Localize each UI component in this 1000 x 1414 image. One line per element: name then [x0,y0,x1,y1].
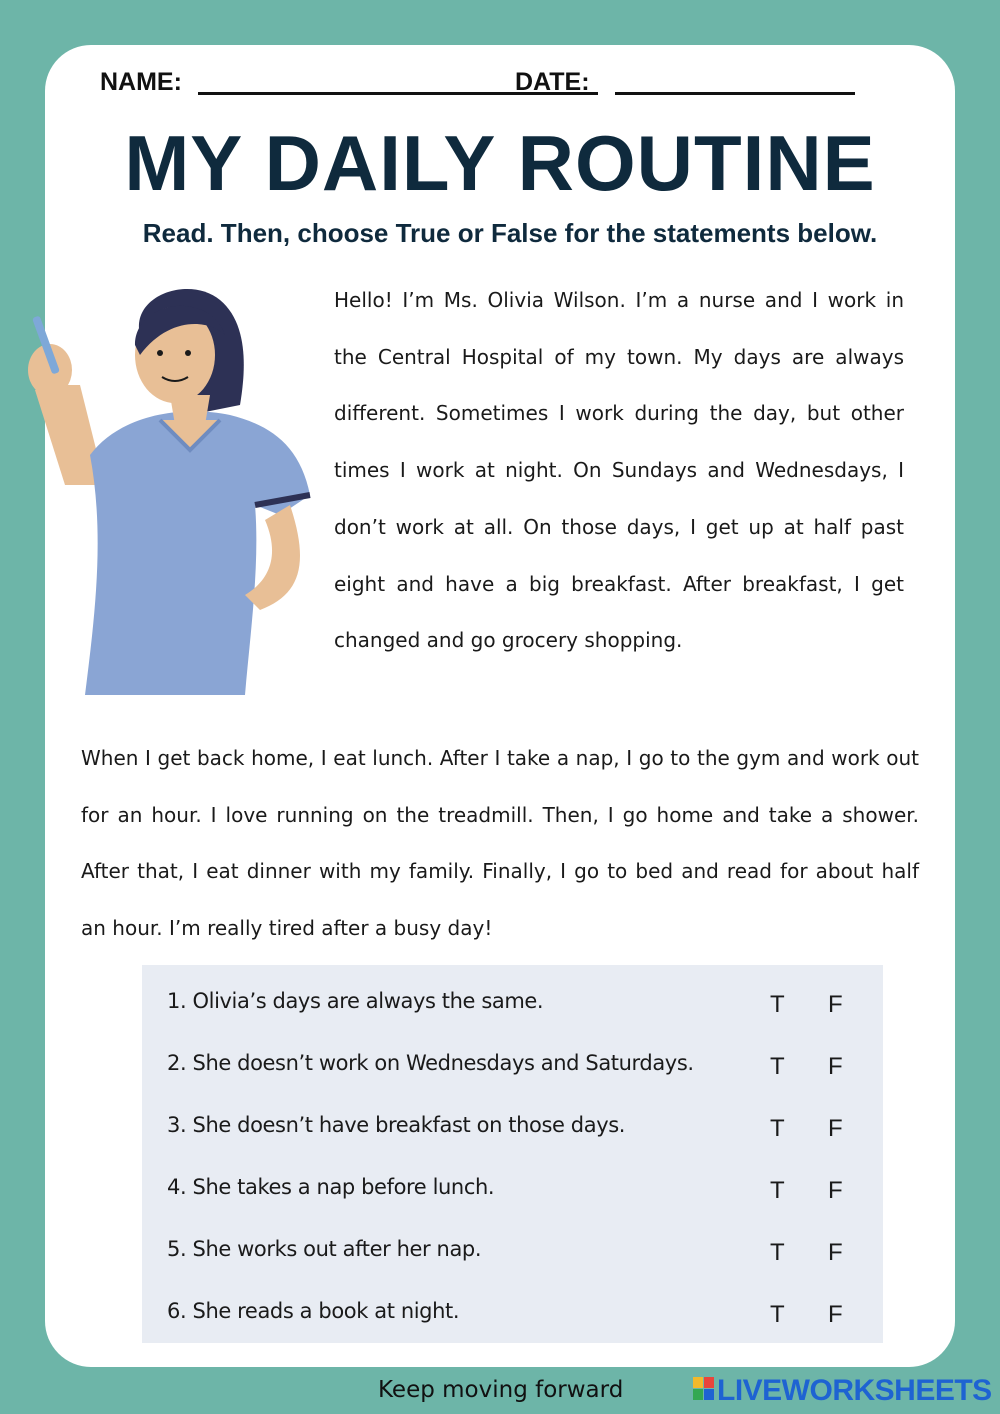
statement-row [142,1047,883,1087]
false-option[interactable]: F [828,1301,843,1328]
true-option[interactable]: T [770,991,785,1018]
true-option[interactable]: T [770,1115,785,1142]
date-field[interactable] [615,92,855,95]
statement-row [142,1233,883,1273]
statement-text: 5. She works out after her nap. [167,1237,482,1261]
reading-paragraph-2: When I get back home, I eat lunch. After I take a nap, I go to the gym and work out for an hour. I love running on the treadmill. Then, I go home and take a shower. After that, I eat dinner with my family. Finally, I go to bed and read for about half an hour. I’m really tired after a busy day! [81,746,919,941]
statement-text: 1. Olivia’s days are always the same. [167,989,544,1013]
statement-text: 3. She doesn’t have breakfast on those days. [167,1113,626,1137]
true-option[interactable]: T [770,1177,785,1204]
liveworksheets-logo-icon [693,1377,715,1401]
statement-row [142,1171,883,1211]
name-label: NAME: [100,68,182,96]
page-title: MY DAILY ROUTINE [124,119,876,207]
true-option[interactable]: T [770,1301,785,1328]
statement-row [142,1109,883,1149]
true-option[interactable]: T [770,1053,785,1080]
false-option[interactable]: F [828,1053,843,1080]
false-option[interactable]: F [828,1115,843,1142]
date-label: DATE: [515,68,590,96]
false-option[interactable]: F [828,991,843,1018]
statement-text: 6. She reads a book at night. [167,1299,460,1323]
true-option[interactable]: T [770,1239,785,1266]
statement-text: 4. She takes a nap before lunch. [167,1175,495,1199]
statement-text: 2. She doesn’t work on Wednesdays and Saturdays. [167,1051,694,1075]
statement-row [142,985,883,1025]
header-row [100,68,860,100]
false-option[interactable]: F [828,1239,843,1266]
footer-motto: Keep moving forward [378,1377,624,1403]
nurse-illustration [10,275,330,695]
statement-row [142,1295,883,1335]
true-false-panel [142,965,883,1343]
brand-name: LIVEWORKSHEETS [717,1374,992,1407]
reading-paragraph-1: Hello! I’m Ms. Olivia Wilson. I’m a nurse and I work in the Central Hospital of my town. My days are always different. Sometimes I work during the day, but other times I work at night. On Sundays and Wednesdays, I don’t work at all. On those days, I get up at half past eight and have a big breakfast. After breakfast, I get changed and go grocery shopping. [334,288,904,653]
instruction-text: Read. Then, choose True or False for the statements below. [142,218,878,248]
false-option[interactable]: F [828,1177,843,1204]
